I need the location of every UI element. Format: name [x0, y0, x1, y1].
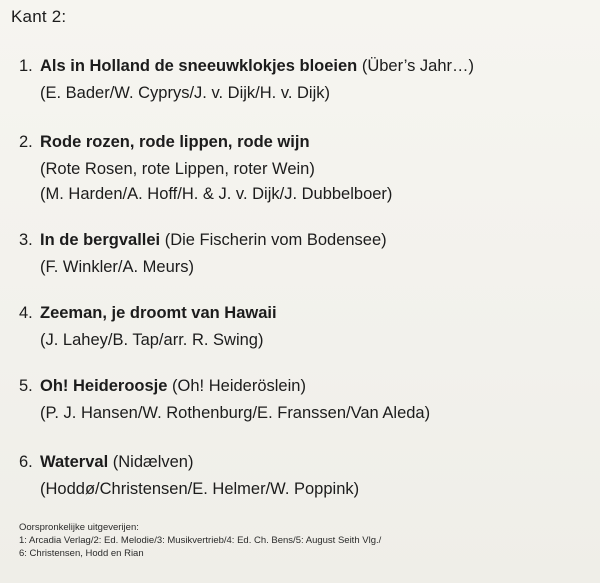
track-number: 1. — [19, 57, 33, 75]
track-credits: (J. Lahey/B. Tap/arr. R. Swing) — [40, 330, 264, 349]
track-credits: (F. Winkler/A. Meurs) — [40, 257, 195, 276]
track-title: In de bergvallei — [40, 231, 161, 249]
track-credits: (P. J. Hansen/W. Rothenburg/E. Franssen/Van Aleda) — [40, 403, 431, 422]
track-title: Oh! Heideroosje — [40, 377, 168, 395]
track-number: 4. — [19, 304, 33, 322]
track-credits: (M. Harden/A. Hoff/H. & J. v. Dijk/J. Dubbelboer) — [40, 185, 393, 203]
track-title: Waterval — [40, 453, 109, 471]
track-number: 6. — [19, 453, 33, 471]
track-number: 3. — [19, 231, 33, 249]
track-credits: (Hoddø/Christensen/E. Helmer/W. Poppink) — [40, 479, 360, 498]
track-5 — [19, 378, 430, 421]
track-original-title: (Oh! Heiderӧslein) — [172, 377, 306, 395]
track-number: 5. — [19, 377, 33, 395]
publishers-line-2: 6: Christensen, Hodd en Rian — [19, 548, 144, 559]
track-credits: (E. Bader/W. Cyprys/J. v. Dijk/H. v. Dijk) — [40, 83, 330, 102]
track-original-title: (Die Fischerin vom Bodensee) — [164, 231, 387, 249]
track-title: Als in Holland de sneeuwklokjes bloeien — [40, 57, 358, 75]
publishers-heading: Oorspronkelijke uitgeverijen: — [19, 522, 139, 533]
publishers-line-1: 1: Arcadia Verlag/2: Ed. Melodie/3: Musikvertrieb/4: Ed. Ch. Bens/5: August Seith Vlg./ — [19, 535, 382, 546]
track-title: Rode rozen, rode lippen, rode wijn — [40, 133, 310, 151]
track-title: Zeeman, je droomt van Hawaii — [40, 304, 277, 322]
track-number: 2. — [19, 133, 33, 151]
track-original-title: (Über’s Jahr…) — [361, 57, 475, 75]
track-original-title: (Rote Rosen, rote Lippen, roter Wein) — [40, 159, 315, 178]
track-3 — [19, 232, 387, 275]
track-6 — [19, 454, 359, 497]
publishers-footnote — [19, 521, 381, 560]
track-1 — [19, 58, 474, 101]
track-original-title: (Nidælven) — [112, 453, 194, 471]
side-heading: Kant 2: — [11, 7, 67, 26]
track-2 — [19, 134, 392, 203]
track-4 — [19, 305, 277, 348]
